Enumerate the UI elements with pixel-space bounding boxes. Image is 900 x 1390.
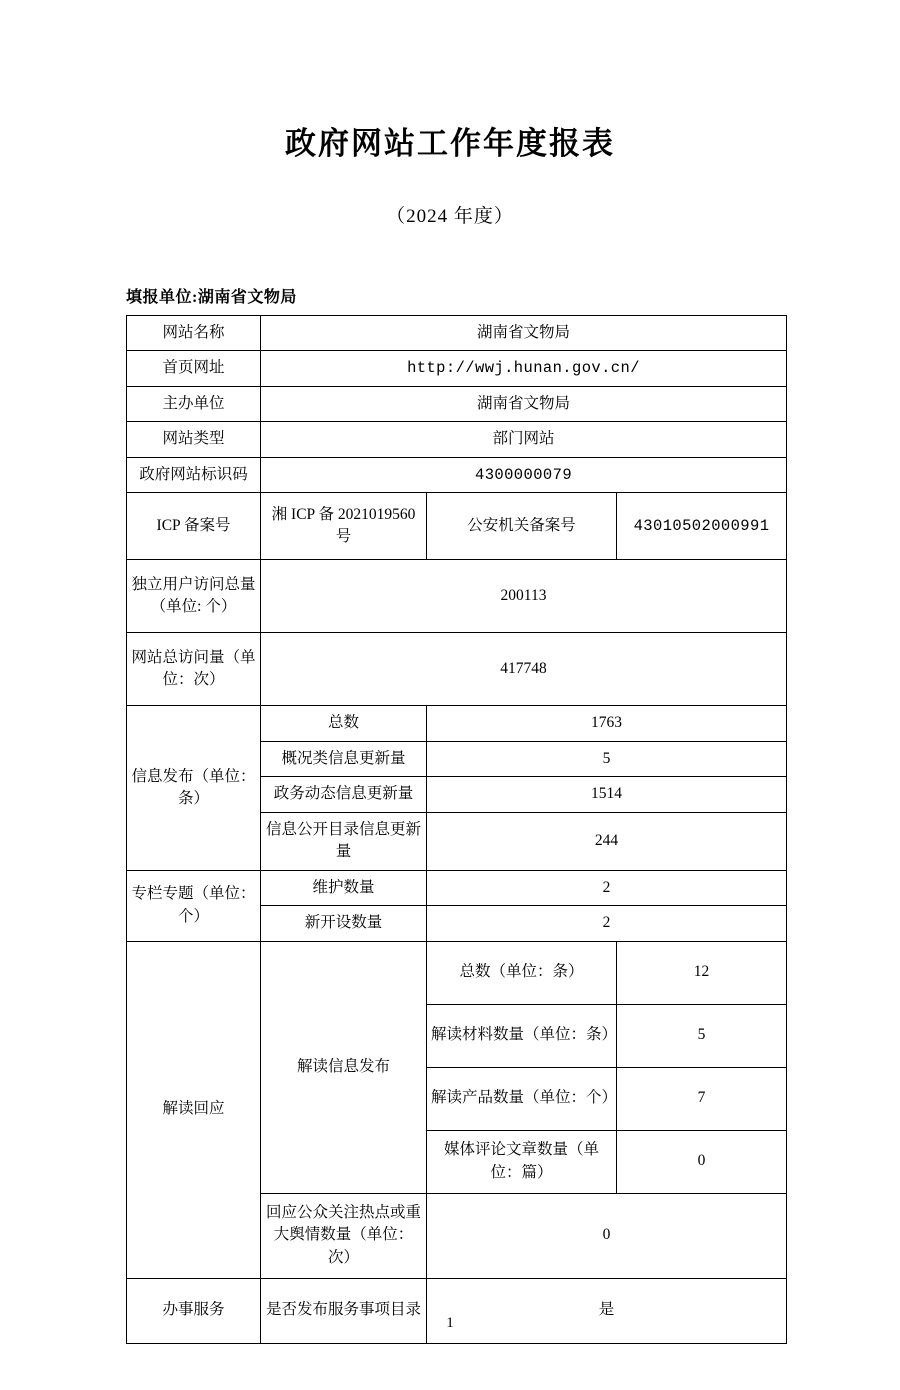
interpretation-item-name: 媒体评论文章数量（单位：篇） [427, 1130, 617, 1193]
info-publish-item-value: 5 [427, 741, 787, 776]
column-item-name: 维护数量 [261, 870, 427, 905]
column-item-name: 新开设数量 [261, 906, 427, 941]
total-visits-value: 417748 [261, 633, 787, 706]
info-publish-item-value: 1514 [427, 777, 787, 812]
interpretation-item-value: 5 [617, 1004, 787, 1067]
page-number: 1 [446, 1315, 454, 1331]
host-value: 湖南省文物局 [261, 386, 787, 421]
column-label: 专栏专题（单位：个） [127, 870, 261, 941]
table-row [127, 316, 787, 351]
info-publish-label: 信息发布（单位：条） [127, 706, 261, 870]
info-publish-item-name: 政务动态信息更新量 [261, 777, 427, 812]
interpretation-label: 解读回应 [127, 941, 261, 1278]
reporter-line [126, 284, 900, 307]
host-label: 主办单位 [127, 386, 261, 421]
table-row [127, 351, 787, 386]
site-name-value: 湖南省文物局 [261, 316, 787, 351]
table-row [127, 633, 787, 706]
info-publish-item-name: 总数 [261, 706, 427, 741]
police-value: 43010502000991 [617, 493, 787, 560]
interpretation-item-name: 总数（单位：条） [427, 941, 617, 1004]
site-code-label: 政府网站标识码 [127, 457, 261, 492]
info-publish-item-value: 244 [427, 812, 787, 870]
response-label: 回应公众关注热点或重大舆情数量（单位：次） [261, 1193, 427, 1278]
table-row [127, 493, 787, 560]
reporter-name: 湖南省文物局 [197, 289, 297, 306]
homepage-label: 首页网址 [127, 351, 261, 386]
interpretation-item-name: 解读材料数量（单位：条） [427, 1004, 617, 1067]
police-label: 公安机关备案号 [427, 493, 617, 560]
service-catalog-label: 是否发布服务事项目录 [261, 1278, 427, 1343]
interpretation-item-name: 解读产品数量（单位：个） [427, 1067, 617, 1130]
interpretation-item-value: 12 [617, 941, 787, 1004]
table-row [127, 560, 787, 633]
table-row [127, 457, 787, 492]
table-row [127, 706, 787, 741]
info-publish-item-name: 概况类信息更新量 [261, 741, 427, 776]
page-title: 政府网站工作年度报表 [285, 126, 615, 162]
icp-label: ICP 备案号 [127, 493, 261, 560]
response-value: 0 [427, 1193, 787, 1278]
annual-report-table [126, 315, 787, 1344]
info-publish-item-name: 信息公开目录信息更新量 [261, 812, 427, 870]
column-item-value: 2 [427, 870, 787, 905]
document-page [0, 118, 900, 1390]
interpretation-item-value: 0 [617, 1130, 787, 1193]
service-label: 办事服务 [127, 1278, 261, 1343]
unique-visitors-value: 200113 [261, 560, 787, 633]
table-row [127, 1278, 787, 1343]
site-type-label: 网站类型 [127, 422, 261, 457]
interpretation-item-value: 7 [617, 1067, 787, 1130]
info-publish-item-value: 1763 [427, 706, 787, 741]
site-name-label: 网站名称 [127, 316, 261, 351]
column-item-value: 2 [427, 906, 787, 941]
unique-visitors-label: 独立用户访问总量（单位: 个） [127, 560, 261, 633]
reporter-label: 填报单位: [126, 289, 198, 306]
icp-value: 湘 ICP 备 2021019560 号 [261, 493, 427, 560]
service-catalog-value: 是 [427, 1278, 787, 1343]
table-row [127, 386, 787, 421]
table-row [127, 941, 787, 1004]
table-row [127, 422, 787, 457]
page-subtitle: （2024 年度） [386, 206, 514, 227]
table-row [127, 870, 787, 905]
site-type-value: 部门网站 [261, 422, 787, 457]
total-visits-label: 网站总访问量（单位：次） [127, 633, 261, 706]
interpretation-publish-label: 解读信息发布 [261, 941, 427, 1193]
homepage-value: http://wwj.hunan.gov.cn/ [261, 351, 787, 386]
site-code-value: 4300000079 [261, 457, 787, 492]
